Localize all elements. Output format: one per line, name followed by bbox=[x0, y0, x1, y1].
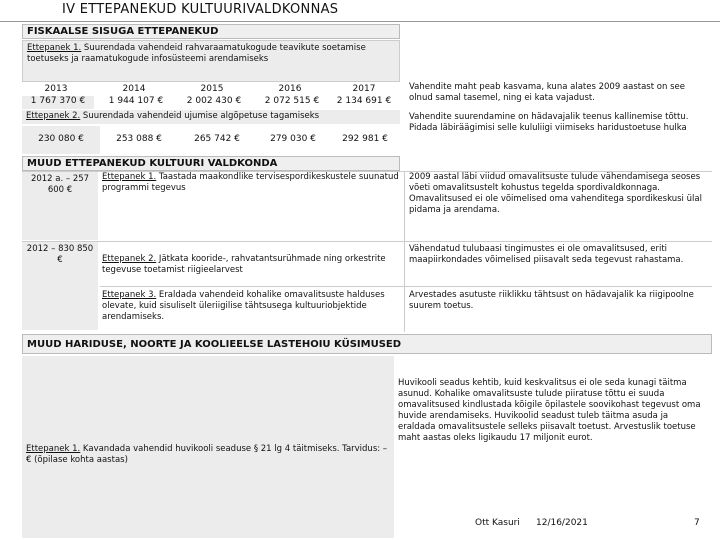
proposal-2-link[interactable]: Ettepanek 2. bbox=[26, 111, 81, 121]
culture-proposal-2 bbox=[102, 254, 400, 278]
culture-proposal-2-description: Jätkata kooride-, rahvatantsurühmade ning orkestrite tegevuse toetamist riigieelarvest bbox=[102, 254, 386, 275]
section-header-fiscal: FISKAALSE SISUGA ETTEPANEKUD bbox=[22, 24, 400, 39]
proposal-2-description: Suurendada vahendeid ujumise algõpetuse tagamiseks bbox=[80, 111, 320, 121]
culture-proposal-1-description: Taastada maakondlike tervisespordikeskustele suunatud programmi tegevus bbox=[102, 172, 399, 193]
education-proposal-1 bbox=[22, 356, 394, 538]
footer-page-number: 7 bbox=[694, 518, 700, 528]
value-row2-2013: 230 080 € bbox=[22, 126, 100, 154]
section-header-culture: MUUD ETTEPANEKUD KULTUURI VALDKONDA bbox=[22, 156, 400, 171]
value-row2-2017: 292 981 € bbox=[342, 134, 388, 144]
column-divider bbox=[404, 172, 405, 332]
section-header-education: MUUD HARIDUSE, NOORTE JA KOOLIEELSE LASTEHOIU KÜSIMUSED bbox=[22, 334, 712, 354]
year-2017: 2017 bbox=[352, 84, 376, 94]
note-2: Vahendite suurendamine on hädavajalik teenus kallinemise tõttu. Pidada läbiräägimisi selle kululiigi viimiseks haridustoetuse hulka bbox=[409, 112, 689, 133]
value-row1-2014: 1 944 107 € bbox=[108, 96, 164, 106]
education-note: Huvikooli seadus kehtib, kuid keskvalitsus ei ole seda kunagi täitma asunud. Kohalike omavalitsuste tulude piiratuse tõttu ei suuda omavalitsused kindlustada kõigile õpilastele soovikohast tegevust oma huvide arendamiseks. Huvikoolid seadust tuleb täitma asuda ja eraldada omavalitsustele selleks piisavalt toetust. Arvestuslik toetuse maht aastas oleks ligikaudu 17 miljonit eurot. bbox=[398, 378, 701, 443]
year-2014: 2014 bbox=[122, 84, 146, 94]
amount-2: 2012 – 830 850 € bbox=[22, 242, 98, 330]
proposal-1-text bbox=[22, 40, 400, 82]
value-row2-2014: 253 088 € bbox=[116, 134, 162, 144]
year-2015: 2015 bbox=[200, 84, 224, 94]
culture-note-3: Arvestades asutuste riiklikku tähtsust on hädavajalik ka riigipoolne suurem toetus. bbox=[409, 290, 694, 311]
culture-proposal-2-link[interactable]: Ettepanek 2. bbox=[102, 254, 157, 264]
footer-date: 12/16/2021 bbox=[536, 518, 588, 528]
footer-author: Ott Kasuri bbox=[475, 518, 520, 528]
page-title: IV ETTEPANEKUD KULTUURIVALDKONNAS bbox=[0, 0, 720, 22]
year-2013: 2013 bbox=[44, 84, 68, 94]
culture-note-1: 2009 aastal läbi viidud omavalitsuste tulude vähendamisega seoses võeti omavalitsustelt kohustus tegelda spordivaldkonnaga. Omavalitsused ei ole võimelised oma vahenditega spordikeskusi ülal pidama ja arendama. bbox=[409, 172, 702, 215]
value-row1-2015: 2 002 430 € bbox=[186, 96, 242, 106]
culture-proposal-3-link[interactable]: Ettepanek 3. bbox=[102, 290, 157, 300]
culture-note-2: Vähendatud tulubaasi tingimustes ei ole omavalitsused, eriti maapiirkondades võimelised piisavalt seda tegevust rahastama. bbox=[409, 244, 684, 265]
amount-1: 2012 a. – 257 600 € bbox=[22, 172, 98, 240]
value-row2-2016: 279 030 € bbox=[270, 134, 316, 144]
divider bbox=[22, 241, 712, 242]
value-row1-2017: 2 134 691 € bbox=[336, 96, 392, 106]
divider bbox=[100, 286, 712, 287]
culture-proposal-1 bbox=[102, 172, 400, 202]
value-row1-2016: 2 072 515 € bbox=[264, 96, 320, 106]
culture-proposal-3 bbox=[102, 290, 400, 330]
culture-proposal-1-link[interactable]: Ettepanek 1. bbox=[102, 172, 157, 182]
note-1: Vahendite maht peab kasvama, kuna alates 2009 aastast on see olnud samal tasemel, ning ei kata vajadust. bbox=[409, 82, 685, 103]
value-row1-2013: 1 767 370 € bbox=[22, 96, 94, 109]
value-row2-2015: 265 742 € bbox=[194, 134, 240, 144]
year-2016: 2016 bbox=[278, 84, 302, 94]
education-proposal-1-link[interactable]: Ettepanek 1. bbox=[26, 444, 81, 454]
proposal-1-link[interactable]: Ettepanek 1. bbox=[27, 43, 82, 53]
culture-proposal-3-description: Eraldada vahendeid kohalike omavalitsuste halduses olevate, kuid sisuliselt üleriigilise tähtsusega kultuuriobjektide arendamiseks. bbox=[102, 290, 385, 322]
proposal-2-text bbox=[22, 110, 400, 124]
proposal-1-description: Suurendada vahendeid rahvaraamatukogude teavikute soetamise toetuseks ja raamatukogude infosüsteemi arendamiseks bbox=[27, 43, 366, 64]
education-proposal-1-description: Kavandada vahendid huvikooli seaduse § 21 lg 4 täitmiseks. Tarvidus: – € (õpilase kohta aastas) bbox=[26, 444, 388, 465]
